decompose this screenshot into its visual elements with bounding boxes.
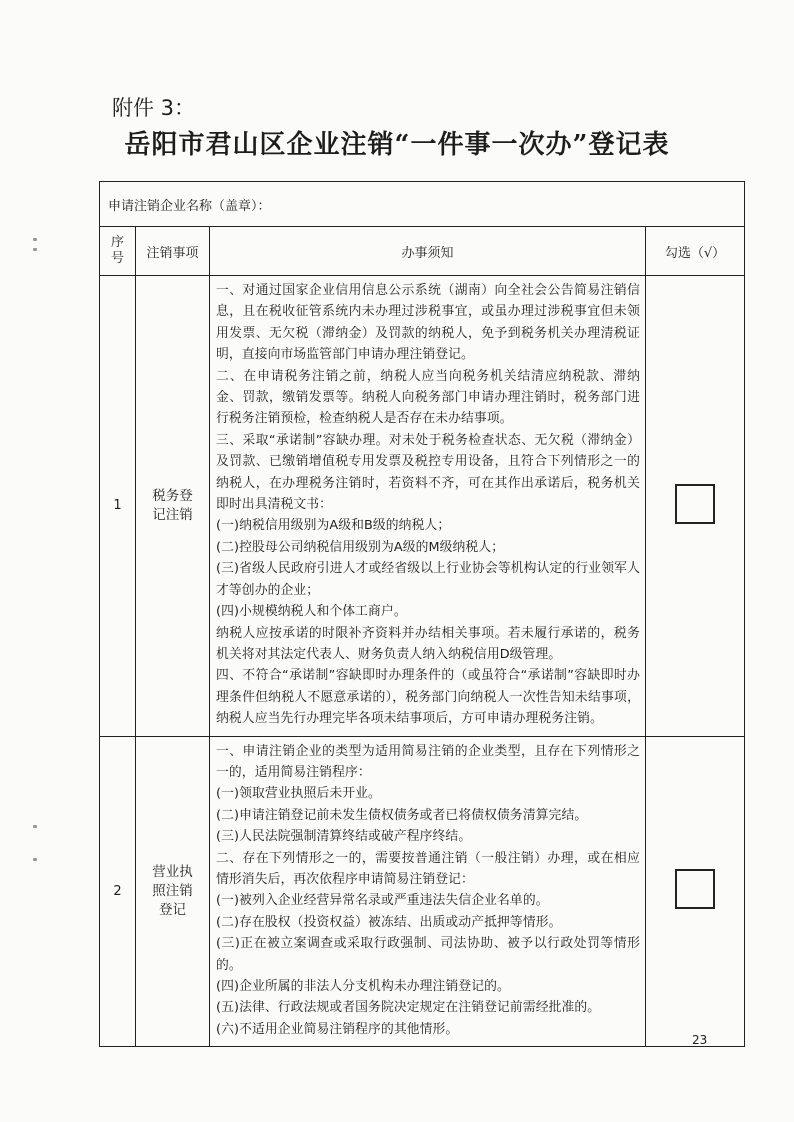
- instruction-paragraph: 四、不符合“承诺制”容缺即时办理条件的（或虽符合“承诺制”容缺即时办理条件但纳税人不愿意承诺的），税务部门向纳税人一次性告知未结事项，纳税人应当先行办理完毕各项未结事项后，方可申请办理税务注销。: [216, 668, 640, 727]
- registration-table: [99, 181, 745, 1047]
- scan-mark: [33, 248, 37, 251]
- applicant-row: [100, 182, 745, 227]
- row-seq: 2: [100, 736, 136, 1047]
- checkbox[interactable]: [675, 869, 715, 909]
- instruction-paragraph: (四)企业所属的非法人分支机构未办理注销登记的。: [216, 979, 510, 994]
- instruction-paragraph: (二)申请注销登记前未发生债权债务或者已将债权债务清算完结。: [216, 807, 588, 823]
- scan-mark: [33, 825, 37, 828]
- row-check-cell: [646, 736, 745, 1047]
- header-row: [100, 227, 745, 276]
- instruction-paragraph: 三、采取“承诺制”容缺办理。对未处于税务检查状态、无欠税（滞纳金）及罚款、已缴销增值税专用发票及税控专用设备，且符合下列情形之一的纳税人，在办理税务注销时，若资料不齐，可在其作出承诺后，税务机关即时出具清税文书：: [216, 432, 640, 513]
- instruction-paragraph: 二、在申请税务注销之前，纳税人应当向税务机关结清应纳税款、滞纳金、罚款，缴销发票等。纳税人向税务部门申请办理注销时，税务部门进行税务注销预检，检查纳税人是否存在未办结事项。: [216, 368, 640, 427]
- page-number: 23: [692, 1033, 708, 1047]
- attachment-label: 附件 3：: [112, 96, 196, 120]
- instruction-paragraph: (一)纳税信用级别为A级和B级的纳税人；: [216, 518, 451, 534]
- applicant-name-label: 申请注销企业名称（盖章）：: [108, 198, 271, 214]
- instruction-paragraph: 一、申请注销企业的类型为适用简易注销的企业类型，且存在下列情形之一的，适用简易注销程序：: [216, 743, 640, 780]
- applicant-name-field[interactable]: [100, 182, 745, 227]
- instruction-paragraph: (一)领取营业执照后未开业。: [216, 786, 381, 802]
- instruction-paragraph: (五)法律、行政法规或者国务院决定规定在注销登记前需经批准的。: [216, 1000, 601, 1016]
- instruction-paragraph: (三)省级人民政府引进人才或经省级以上行业协会等机构认定的行业领军人才等创办的企业；: [216, 561, 640, 598]
- instruction-paragraph: (三)人民法院强制清算终结或破产程序终结。: [216, 829, 472, 845]
- instruction-paragraph: (六)不适用企业简易注销程序的其他情形。: [216, 1021, 459, 1037]
- instruction-paragraph: (二)存在股权（投资权益）被冻结、出质或动产抵押等情形。: [216, 914, 562, 930]
- header-instructions: 办事须知: [210, 227, 646, 276]
- instruction-paragraph: (四)小规模纳税人和个体工商户。: [216, 604, 407, 620]
- instruction-paragraph: (三)正在被立案调查或采取行政强制、司法协助、被予以行政处罚等情形的。: [216, 936, 640, 973]
- row-seq: 1: [100, 276, 136, 737]
- header-seq: 序号: [100, 227, 136, 276]
- scan-mark: [33, 238, 37, 241]
- row-item: 税务登记注销: [136, 276, 210, 737]
- checkbox[interactable]: [675, 484, 715, 524]
- instruction-paragraph: (一)被列入企业经营异常名录或严重违法失信企业名单的。: [216, 893, 549, 909]
- instruction-paragraph: 一、对通过国家企业信用信息公示系统（湖南）向全社会公告简易注销信息，且在税收征管系统内未办理过涉税事宜，或虽办理过涉税事宜但未领用发票、无欠税（滞纳金）及罚款的纳税人，免予到税务机关办理清税证明，直接向市场监管部门申请办理注销登记。: [216, 283, 640, 363]
- instruction-paragraph: 纳税人应按承诺的时限补齐资料并办结相关事项。若未履行承诺的，税务机关将对其法定代表人、财务负责人纳入纳税信用D级管理。: [216, 625, 640, 662]
- row-instructions: [210, 276, 646, 737]
- header-check: 勾选（√）: [646, 227, 745, 276]
- instruction-paragraph: (二)控股母公司纳税信用级别为A级的M级纳税人；: [216, 539, 505, 555]
- table-row: [100, 736, 745, 1047]
- form-title: 岳阳市君山区企业注销“一件事一次办”登记表: [124, 130, 670, 160]
- table-row: [100, 276, 745, 737]
- row-item: 营业执照注销登记: [136, 736, 210, 1047]
- row-check-cell: [646, 276, 745, 737]
- scan-mark: [33, 858, 37, 861]
- row-instructions: [210, 736, 646, 1047]
- instruction-paragraph: 二、存在下列情形之一的，需要按普通注销（一般注销）办理，或在相应情形消失后，再次依程序申请简易注销登记：: [216, 850, 640, 887]
- header-item: 注销事项: [136, 227, 210, 276]
